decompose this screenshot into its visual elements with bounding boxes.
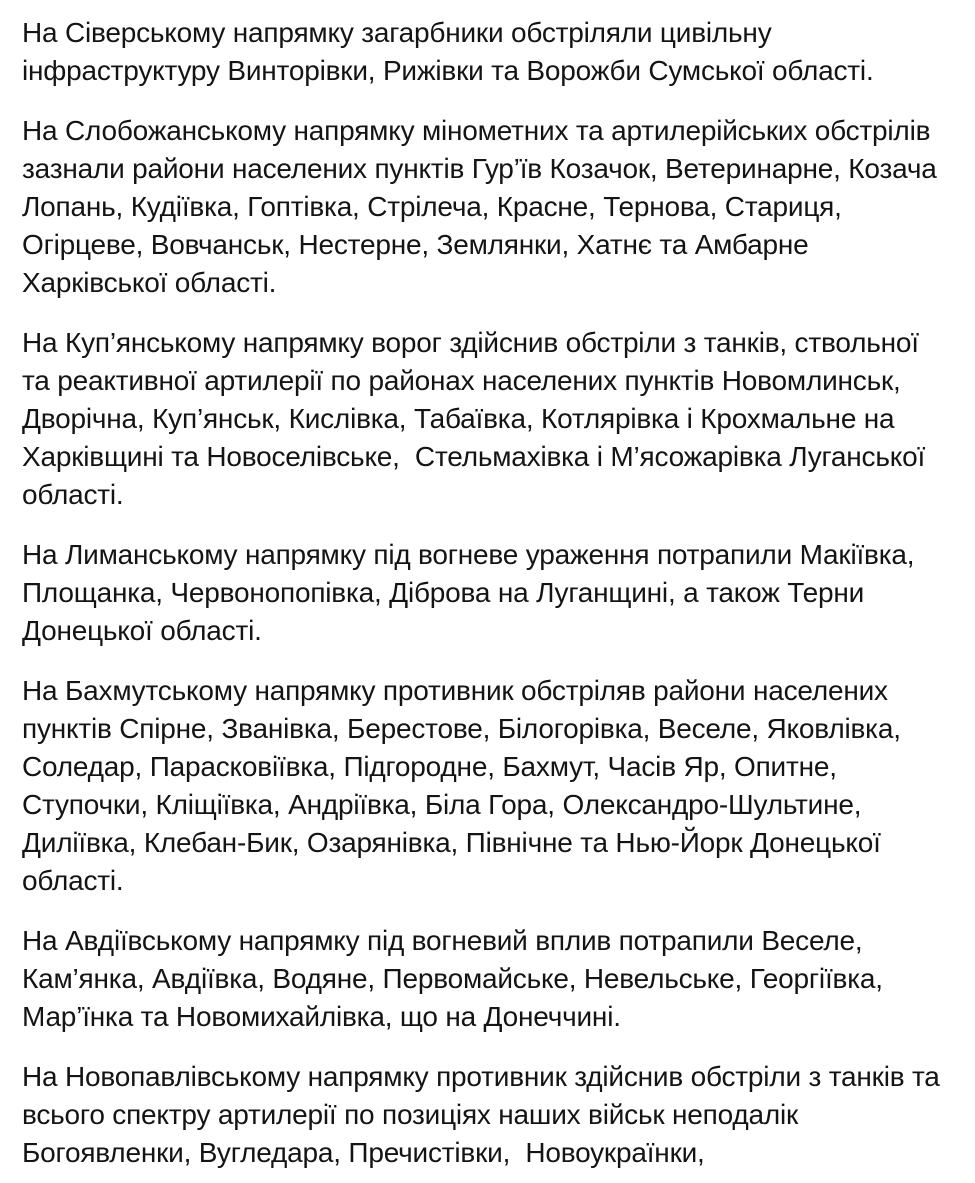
report-paragraph-lymanskyi: На Лиманському напрямку під вогневе ураження потрапили Макіївка, Площанка, Червонопопівка, Діброва на Луганщині, а також Терни Донецької області. [22,539,922,646]
report-paragraph-avdiivskyi: На Авдіївському напрямку під вогневий вплив потрапили Веселе, Кам’янка, Авдіївка, Водяне, Первомайське, Невельське, Георгіївка, Мар’їнка та Новомихайлівка, що на Донеччині. [22,925,891,1032]
report-paragraph-siverskyi: На Сіверському напрямку загарбники обстріляли цивільну інфраструктуру Винторівки, Рижівки та Ворожби Сумської області. [22,17,874,86]
report-paragraph-kupianskyi: На Куп’янському напрямку ворог здійснив обстріли з танків, ствольної та реактивної артилерії по районах населених пунктів Новомлинськ, Дворічна, Куп’янськ, Кислівка, Табаївка, Котлярівка і Крохмальне на Харківщині та Новоселівське, Стельмахівка і М’ясожарівка Луганської області. [22,327,933,510]
report-paragraph-novopavlivskyi: На Новопавлівському напрямку противник здійснив обстріли з танків та всього спектру артилерії по позиціях наших військ неподалік Богоявленки, Вугледара, Пречистівки, Новоукраїнки, [22,1061,948,1168]
report-paragraph-slobozhanskyi: На Слобожанському напрямку мінометних та артилерійських обстрілів зазнали райони населених пунктів Гур’їв Козачок, Ветеринарне, Козача Лопань, Кудіївка, Гоптівка, Стрілеча, Красне, Тернова, Стариця, Огірцеве, Вовчанськ, Нестерне, Землянки, Хатнє та Амбарне Харківської області. [22,115,945,298]
report-paragraph-bakhmutskyi: На Бахмутському напрямку противник обстріляв райони населених пунктів Спірне, Званівка, Берестове, Білогорівка, Веселе, Яковлівка, Соледар, Парасковіївка, Підгородне, Бахмут, Часів Яр, Опитне, Ступочки, Кліщіївка, Андріївка, Біла Гора, Олександро-Шультине, Диліївка, Клебан-Бик, Озарянівка, Північне та Нью-Йорк Донецької області. [22,675,909,896]
